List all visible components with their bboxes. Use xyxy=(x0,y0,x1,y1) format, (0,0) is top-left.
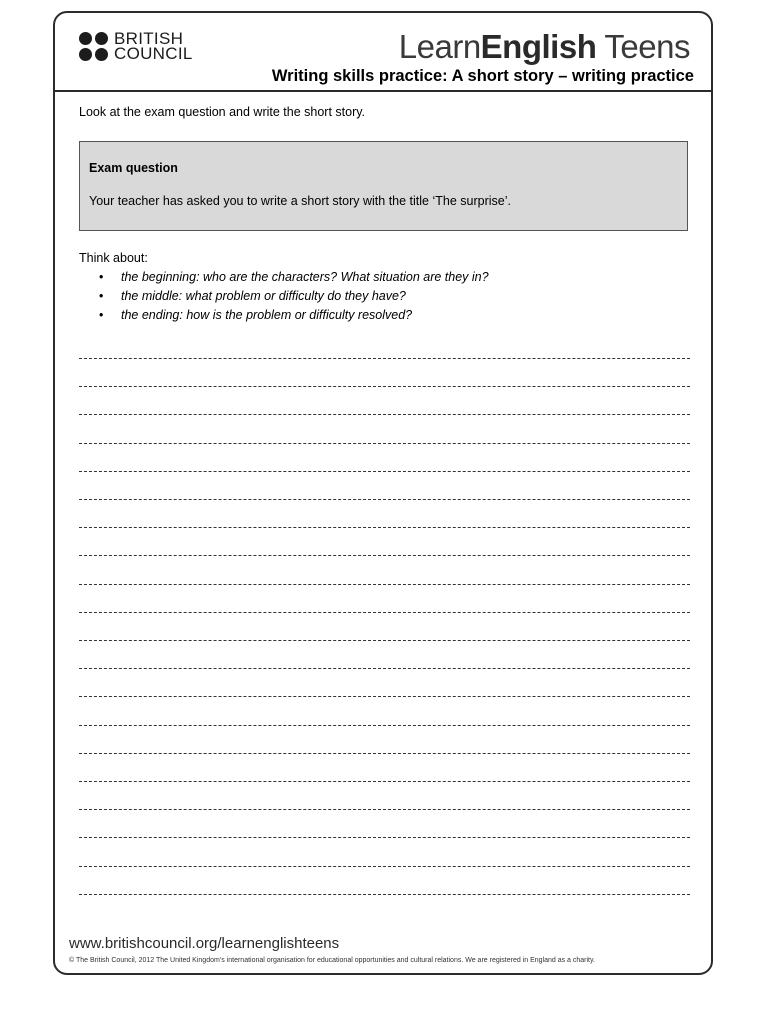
writing-line[interactable] xyxy=(79,443,690,444)
instruction-text: Look at the exam question and write the short story. xyxy=(79,105,366,119)
writing-line[interactable] xyxy=(79,696,690,697)
list-item: • the ending: how is the problem or difficulty resolved? xyxy=(79,307,489,326)
exam-question-text: Your teacher has asked you to write a short story with the title ‘The surprise’. xyxy=(89,194,511,208)
exam-question-box xyxy=(79,141,688,231)
logo-line-1: BRITISH xyxy=(114,29,184,48)
exam-question-heading: Exam question xyxy=(89,161,178,175)
writing-line[interactable] xyxy=(79,725,690,726)
list-item: • the middle: what problem or difficulty do they have? xyxy=(79,288,489,307)
writing-line[interactable] xyxy=(79,866,690,867)
learnenglish-teens-brand xyxy=(399,28,690,66)
header-divider xyxy=(53,90,713,92)
writing-line[interactable] xyxy=(79,781,690,782)
writing-line[interactable] xyxy=(79,358,690,359)
brand-english: English xyxy=(480,28,597,65)
writing-line[interactable] xyxy=(79,809,690,810)
writing-line[interactable] xyxy=(79,471,690,472)
list-item: • the beginning: who are the characters? What situation are they in? xyxy=(79,269,489,288)
page-title: Writing skills practice: A short story – writing practice xyxy=(271,67,694,85)
think-about-list xyxy=(79,269,489,326)
logo-wordmark xyxy=(114,31,193,61)
footer-legal: © The British Council, 2012 The United Kingdom’s international organisation for educational opportunities and cultural relations. We are registered in England as a charity. xyxy=(69,957,595,964)
writing-line[interactable] xyxy=(79,386,690,387)
writing-line[interactable] xyxy=(79,414,690,415)
writing-line[interactable] xyxy=(79,499,690,500)
writing-line[interactable] xyxy=(79,584,690,585)
footer-url: www.britishcouncil.org/learnenglishteens xyxy=(69,935,340,952)
brand-teens: Teens xyxy=(596,28,690,65)
writing-line[interactable] xyxy=(79,894,690,895)
logo-line-2: COUNCIL xyxy=(114,44,193,63)
writing-line[interactable] xyxy=(79,753,690,754)
writing-line[interactable] xyxy=(79,837,690,838)
think-about-label: Think about: xyxy=(79,251,148,265)
writing-line[interactable] xyxy=(79,640,690,641)
british-council-logo xyxy=(79,31,193,61)
writing-line[interactable] xyxy=(79,612,690,613)
writing-line[interactable] xyxy=(79,668,690,669)
writing-line[interactable] xyxy=(79,555,690,556)
logo-dots-icon xyxy=(79,32,108,61)
brand-learn: Learn xyxy=(398,28,481,65)
writing-line[interactable] xyxy=(79,527,690,528)
